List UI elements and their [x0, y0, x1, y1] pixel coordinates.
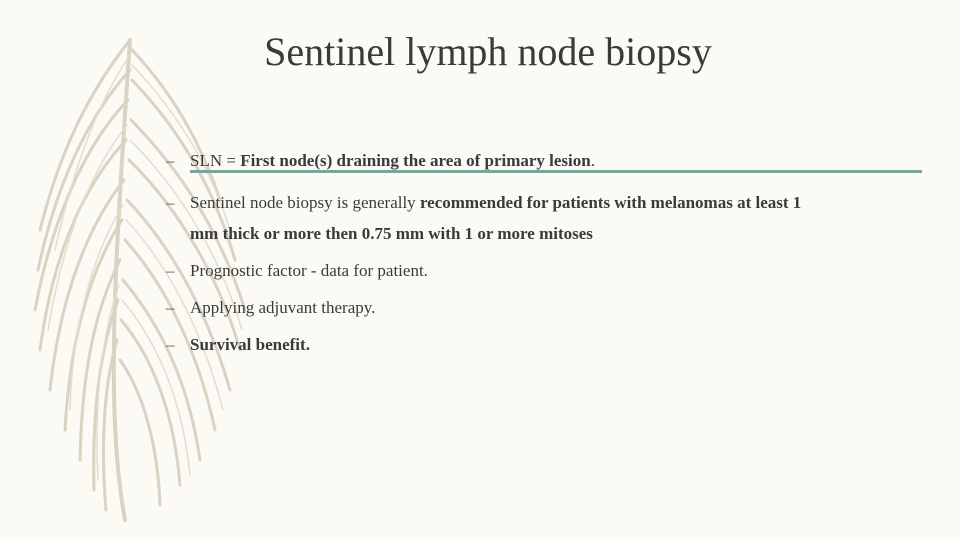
- bullet-list: [166, 146, 806, 360]
- list-item: [166, 146, 806, 176]
- bullet-emphasis: Survival benefit.: [190, 335, 310, 354]
- bullet-text: Applying adjuvant therapy.: [190, 298, 376, 317]
- dash-marker: –: [166, 261, 175, 280]
- bullet-text: Sentinel node biopsy is generally: [190, 193, 420, 212]
- bullet-emphasis: recommended for patients with melanomas at least 1 mm thick or more then 0.75 mm with 1 or more mitoses: [190, 193, 802, 243]
- bullet-text: SLN =: [190, 151, 241, 170]
- dash-marker: –: [166, 298, 175, 317]
- list-item: [166, 329, 806, 360]
- list-item: [166, 255, 806, 286]
- dash-marker: –: [166, 151, 175, 170]
- bullet-text: .: [590, 151, 595, 170]
- list-item: [166, 187, 806, 249]
- page-title: Sentinel lymph node biopsy: [264, 29, 712, 74]
- dash-marker: –: [166, 335, 175, 354]
- list-item: [166, 292, 806, 323]
- bullet-emphasis: First node(s) draining the area of primary lesion: [240, 151, 591, 170]
- bullet-text: Prognostic factor - data for patient.: [190, 261, 428, 280]
- dash-marker: –: [166, 193, 175, 212]
